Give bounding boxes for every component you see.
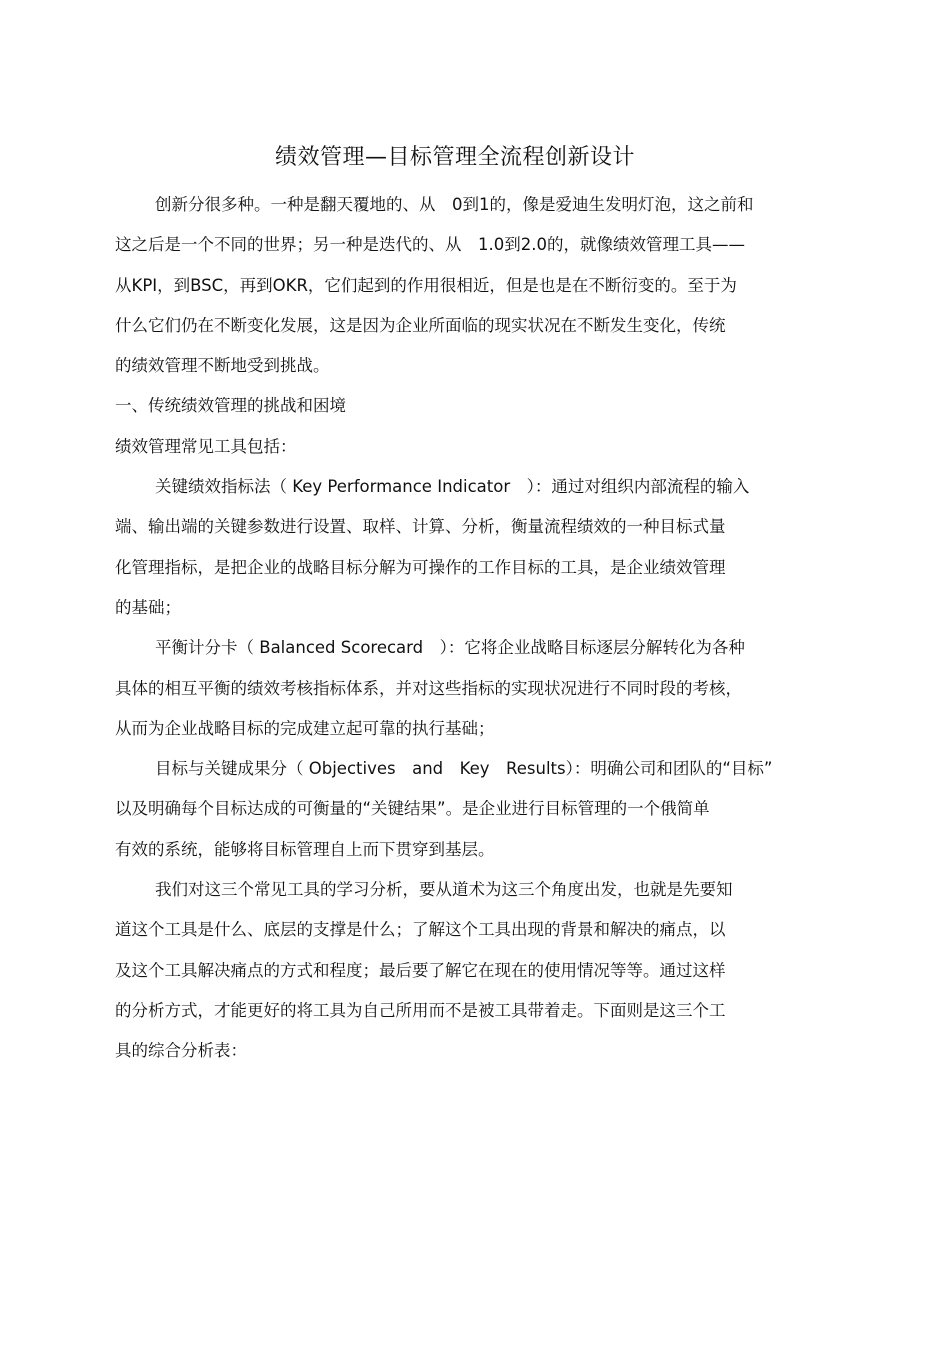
paragraph-line: 端、输出端的关键参数进行设置、取样、计算、分析，衡量流程绩效的一种目标式量 — [115, 517, 726, 537]
paragraph-line: 及这个工具解决痛点的方式和程度；最后要了解它在现在的使用情况等等。通过这样 — [115, 960, 726, 980]
paragraph-line: 有效的系统，能够将目标管理自上而下贯穿到基层。 — [115, 839, 495, 859]
document-title: 绩效管理—目标管理全流程创新设计 — [274, 145, 635, 170]
paragraph-line: 什么它们仍在不断变化发展，这是因为企业所面临的现实状况在不断发生变化，传统 — [115, 315, 726, 335]
document-body — [115, 185, 835, 1072]
paragraph-line: 创新分很多种。一种是翻天覆地的、从 0到1的，像是爱迪生发明灯泡，这之前和 — [155, 195, 754, 214]
paragraph-line: 从而为企业战略目标的完成建立起可靠的执行基础； — [115, 718, 495, 738]
paragraph-line: 的绩效管理不断地受到挑战。 — [115, 356, 330, 376]
paragraph-line: 化管理指标，是把企业的战略目标分解为可操作的工作目标的工具，是企业绩效管理 — [115, 557, 726, 577]
paragraph-line: 具的综合分析表： — [115, 1041, 247, 1061]
paragraph-line: 具体的相互平衡的绩效考核指标体系，并对这些指标的实现状况进行不同时段的考核， — [115, 678, 742, 698]
paragraph-line: 目标与关键成果分（ Objectives and Key Results）：明确公司和团队的“目标” — [155, 759, 773, 779]
paragraph-line: 绩效管理常见工具包括： — [115, 436, 297, 456]
paragraph-line: 这之后是一个不同的世界；另一种是迭代的、从 1.0到2.0的，就像绩效管理工具—— — [115, 235, 745, 255]
paragraph-line: 的基础； — [115, 597, 181, 617]
paragraph-line: 平衡计分卡（ Balanced Scorecard ）：它将企业战略目标逐层分解转化为各种 — [155, 638, 745, 658]
paragraph-line: 道这个工具是什么、底层的支撑是什么；了解这个工具出现的背景和解决的痛点，以 — [115, 920, 726, 940]
paragraph-line: 我们对这三个常见工具的学习分析，要从道术为这三个角度出发，也就是先要知 — [155, 880, 733, 900]
section-heading: 一、传统绩效管理的挑战和困境 — [115, 396, 346, 416]
paragraph-line: 的分析方式，才能更好的将工具为自己所用而不是被工具带着走。下面则是这三个工 — [115, 1000, 726, 1020]
paragraph-line: 以及明确每个目标达成的可衡量的“关键结果”。是企业进行目标管理的一个俄简单 — [115, 799, 710, 819]
paragraph-line: 关键绩效指标法（ Key Performance Indicator ）：通过对组织内部流程的输入 — [155, 477, 750, 497]
paragraph-line: 从KPI，到BSC，再到OKR，它们起到的作用很相近，但是也是在不断衍变的。至于为 — [115, 275, 737, 295]
